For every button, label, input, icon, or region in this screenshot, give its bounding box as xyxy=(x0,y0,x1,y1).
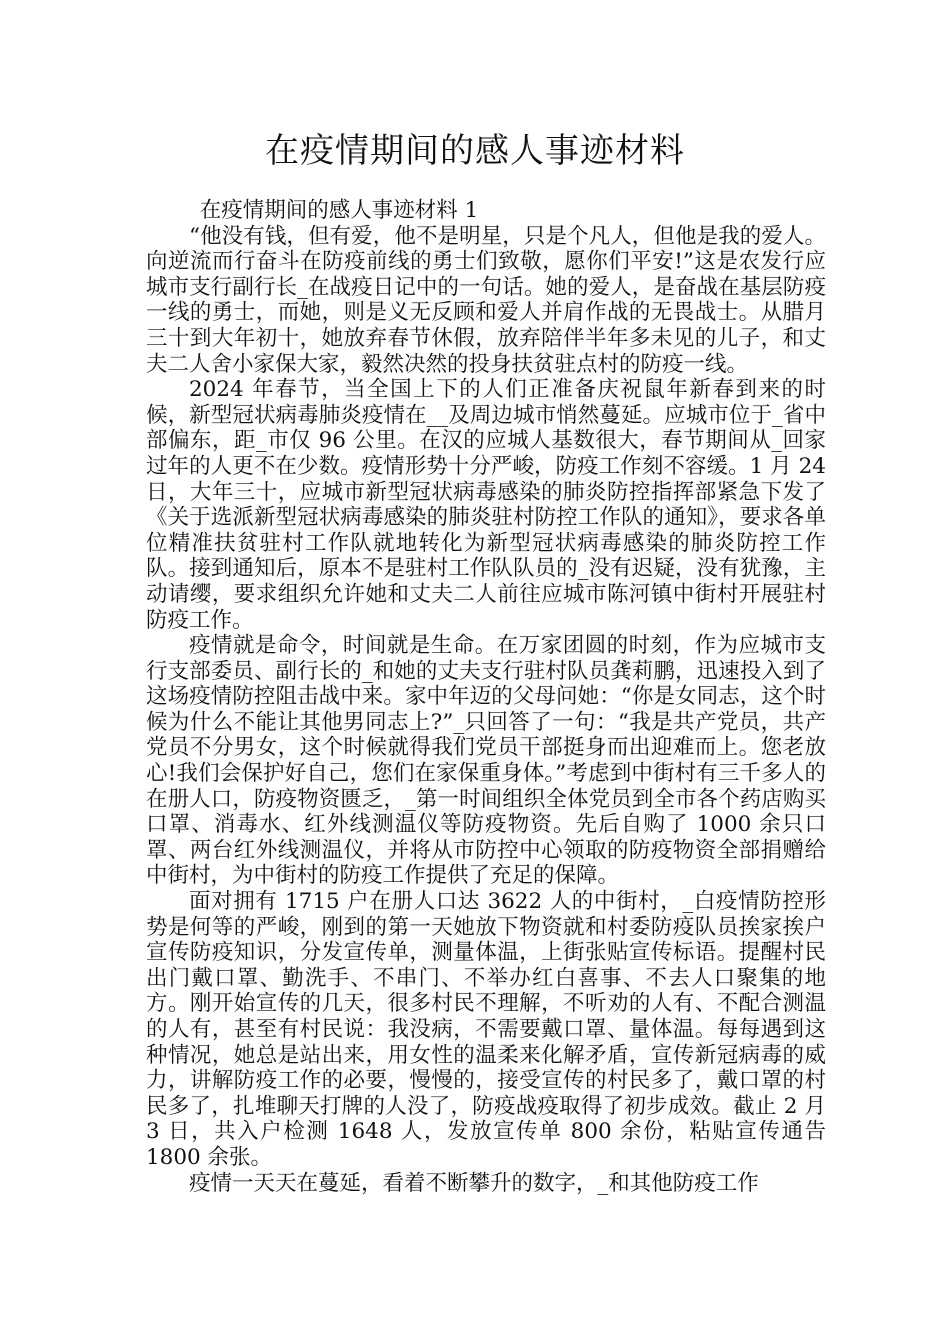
body-paragraph: “他没有钱，但有爱，他不是明星，只是个凡人，但他是我的爱人。向逆流而行奋斗在防疫前线的勇士们致敬，愿你们平安!”这是农发行应城市支行副行长_在战疫日记中的一句话。她的爱人，是奋战在基层防疫一线的勇士，而她，则是义无反顾和爱人并肩作战的无畏战士。从腊月三十到大年初十，她放弃春节休假，放弃陪伴半年多未见的儿子，和丈夫二人舍小家保大家，毅然决然的投身扶贫驻点村的防疫一线。 xyxy=(146,223,826,377)
section-heading: 在疫情期间的感人事迹材料 1 xyxy=(199,198,479,223)
body-paragraph: 疫情一天天在蔓延，看着不断攀升的数字，_和其他防疫工作 xyxy=(189,1170,759,1196)
document-title: 在疫情期间的感人事迹材料 xyxy=(265,131,685,171)
document-body xyxy=(146,198,826,1196)
body-paragraph: 面对拥有 1715 户在册人口达 3622 人的中街村，_白疫情防控形势是何等的严峻，刚到的第一天她放下物资就和村委防疫队员挨家挨户宣传防疫知识，分发宣传单，测量体温，上街张贴宣传标语。提醒村民出门戴口罩、勤洗手、不串门、不举办红白喜事、不去人口聚集的地方。刚开始宣传的几天，很多村民不理解，不听劝的人有、不配合测温的人有，甚至有村民说：我没病，不需要戴口罩、量体温。每每遇到这种情况，她总是站出来，用女性的温柔来化解矛盾，宣传新冠病毒的威力，讲解防疫工作的必要，慢慢的，接受宣传的村民多了，戴口罩的村民多了，扎堆聊天打牌的人没了，防疫战疫取得了初步成效。截止 2 月 3 日，共入户检测 1648 人，发放宣传单 800 余份，粘贴宣传通告 1800 余张。 xyxy=(146,889,826,1170)
body-paragraph: 2024 年春节，当全国上下的人们正准备庆祝鼠年新春到来的时候，新型冠状病毒肺炎疫情在__及周边城市悄然蔓延。应城市位于_省中部偏东，距_市仅 96 公里。在汉的应城人基数很大，春节期间从_回家过年的人更不在少数。疫情形势十分严峻，防疫工作刻不容缓。1 月 24 日，大年三十，应城市新型冠状病毒感染的肺炎防控指挥部紧急下发了《关于选派新型冠状病毒感染的肺炎驻村防控工作队的通知》，要求各单位精准扶贫驻村工作队就地转化为新型冠状病毒感染的肺炎防控工作队。接到通知后，原本不是驻村工作队队员的_没有迟疑，没有犹豫，主动请缨，要求组织允许她和丈夫二人前往应城市陈河镇中街村开展驻村防疫工作。 xyxy=(146,377,826,633)
body-paragraph: 疫情就是命令，时间就是生命。在万家团圆的时刻，作为应城市支行支部委员、副行长的_和她的丈夫支行驻村队员龚莉鹏，迅速投入到了这场疫情防控阻击战中来。家中年迈的父母问她：“你是女同志，这个时候为什么不能让其他男同志上?”_只回答了一句：“我是共产党员，共产党员不分男女，这个时候就得我们党员干部挺身而出迎难而上。您老放心!我们会保护好自己，您们在家保重身体。”考虑到中街村有三千多人的在册人口，防疫物资匮乏，_第一时间组织全体党员到全市各个药店购买口罩、消毒水、红外线测温仪等防疫物资。先后自购了 1000 余只口罩、两台红外线测温仪，并将从市防控中心领取的防疫物资全部捐赠给中街村，为中街村的防疫工作提供了充足的保障。 xyxy=(146,633,826,889)
